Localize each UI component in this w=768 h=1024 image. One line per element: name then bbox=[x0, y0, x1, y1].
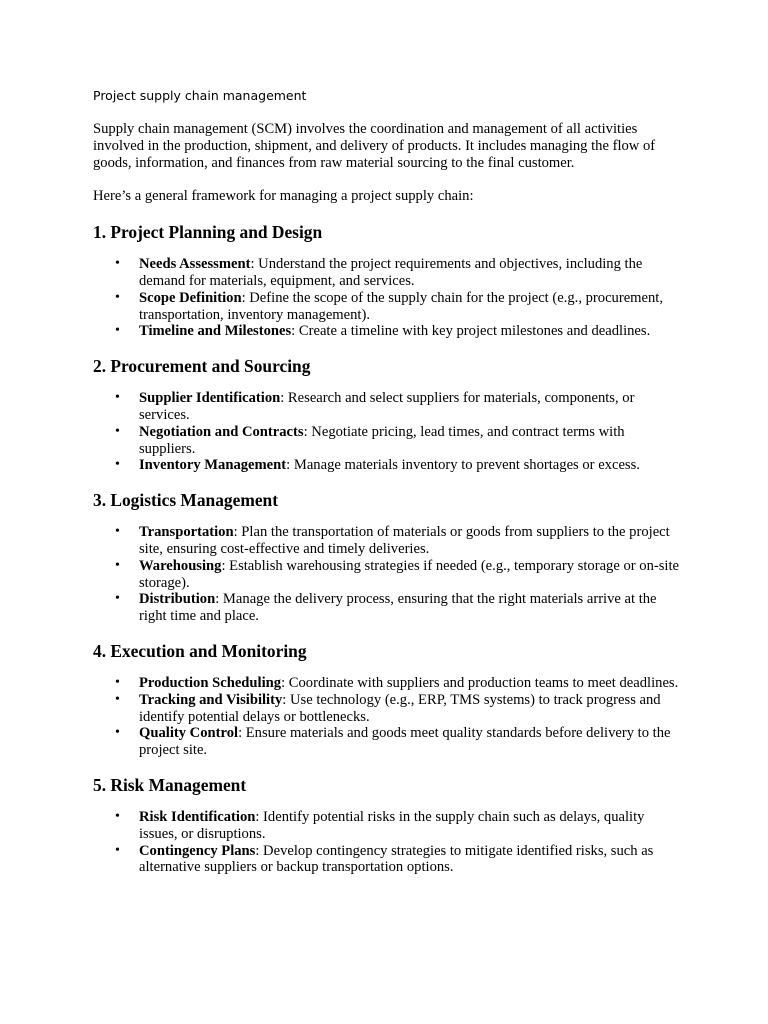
bullet-icon: • bbox=[115, 457, 120, 473]
item-term: Transportation bbox=[139, 524, 234, 541]
item-term: Distribution bbox=[139, 591, 216, 608]
bullet-icon: • bbox=[115, 557, 120, 573]
section-heading-procurement: 2. Procurement and Sourcing bbox=[93, 356, 311, 377]
bullet-icon: • bbox=[115, 725, 120, 741]
section-list-execution bbox=[93, 675, 683, 759]
list-item bbox=[115, 457, 683, 474]
bullet-icon: • bbox=[115, 524, 120, 540]
list-item bbox=[115, 256, 683, 290]
item-term: Timeline and Milestones bbox=[139, 323, 292, 340]
section-heading-execution: 4. Execution and Monitoring bbox=[93, 640, 307, 661]
item-text: : Use technology (e.g., ERP, TMS systems) to track progress and identify potential delays or bottlenecks. bbox=[139, 691, 661, 725]
document-body bbox=[93, 87, 683, 892]
item-text: : Manage materials inventory to prevent shortages or excess. bbox=[286, 457, 640, 474]
section-list-planning bbox=[93, 256, 683, 340]
item-term: Contingency Plans bbox=[139, 842, 256, 859]
list-item bbox=[115, 423, 683, 458]
list-item bbox=[115, 725, 683, 759]
item-term: Needs Assessment bbox=[139, 256, 251, 273]
item-text: : Develop contingency strategies to mitigate identified risks, such as alternative suppliers or backup transportation options. bbox=[139, 842, 654, 876]
bullet-icon: • bbox=[115, 256, 120, 272]
item-text: : Negotiate pricing, lead times, and contract terms with suppliers. bbox=[139, 423, 625, 457]
item-text: : Establish warehousing strategies if needed (e.g., temporary storage or on-site storage). bbox=[139, 557, 679, 591]
section-heading-planning: 1. Project Planning and Design bbox=[93, 222, 323, 243]
list-item bbox=[115, 808, 683, 843]
list-item bbox=[115, 390, 683, 424]
list-item bbox=[115, 557, 683, 592]
section-heading-logistics: 3. Logistics Management bbox=[93, 490, 278, 511]
bullet-icon: • bbox=[115, 289, 120, 305]
item-term: Supplier Identification bbox=[139, 390, 281, 407]
bullet-icon: • bbox=[115, 323, 120, 339]
section-list-logistics bbox=[93, 524, 683, 625]
list-item bbox=[115, 674, 683, 692]
item-text: : Identify potential risks in the supply chain such as delays, quality issues, or disruptions. bbox=[139, 808, 645, 842]
bullet-icon: • bbox=[115, 390, 120, 406]
list-item bbox=[115, 323, 683, 340]
list-item bbox=[115, 289, 683, 324]
section-heading-risk: 5. Risk Management bbox=[93, 774, 247, 795]
item-term: Warehousing bbox=[139, 557, 222, 574]
framework-lead-paragraph: Here’s a general framework for managing a project supply chain: bbox=[93, 188, 474, 205]
item-text: : Plan the transportation of materials or goods from suppliers to the project site, ensuring cost-effective and timely deliveries. bbox=[139, 524, 670, 557]
item-text: : Ensure materials and goods meet quality standards before delivery to the project site. bbox=[139, 725, 671, 759]
bullet-icon: • bbox=[115, 674, 120, 690]
item-text: : Understand the project requirements and objectives, including the demand for materials, equipment, and services. bbox=[139, 256, 643, 289]
item-term: Quality Control bbox=[139, 725, 239, 742]
item-term: Scope Definition bbox=[139, 289, 242, 306]
item-term: Production Scheduling bbox=[139, 674, 282, 691]
item-text: : Define the scope of the supply chain for the project (e.g., procurement, transportation, inventory management). bbox=[139, 289, 664, 323]
list-item bbox=[115, 842, 683, 877]
item-term: Negotiation and Contracts bbox=[139, 423, 304, 440]
list-item bbox=[115, 524, 683, 558]
list-item bbox=[115, 591, 683, 625]
item-text: : Manage the delivery process, ensuring that the right materials arrive at the right time and place. bbox=[139, 591, 657, 625]
bullet-icon: • bbox=[115, 591, 120, 607]
item-term: Risk Identification bbox=[139, 808, 256, 825]
bullet-icon: • bbox=[115, 691, 120, 707]
section-list-procurement bbox=[93, 390, 683, 474]
item-text: : Create a timeline with key project milestones and deadlines. bbox=[291, 323, 651, 340]
item-text: : Coordinate with suppliers and production teams to meet deadlines. bbox=[281, 674, 679, 691]
item-text: : Research and select suppliers for materials, components, or services. bbox=[139, 390, 635, 423]
item-term: Tracking and Visibility bbox=[139, 691, 283, 708]
bullet-icon: • bbox=[115, 842, 120, 858]
intro-paragraph: Supply chain management (SCM) involves the coordination and management of all activities involved in the production, shipment, and delivery of products. It includes managing the flow of goods, information, and finances from raw material sourcing to the final customer. bbox=[93, 121, 656, 171]
item-term: Inventory Management bbox=[139, 457, 287, 474]
document-title: Project supply chain management bbox=[93, 88, 307, 103]
list-item bbox=[115, 691, 683, 726]
bullet-icon: • bbox=[115, 423, 120, 439]
section-list-risk bbox=[93, 809, 683, 876]
bullet-icon: • bbox=[115, 808, 120, 824]
